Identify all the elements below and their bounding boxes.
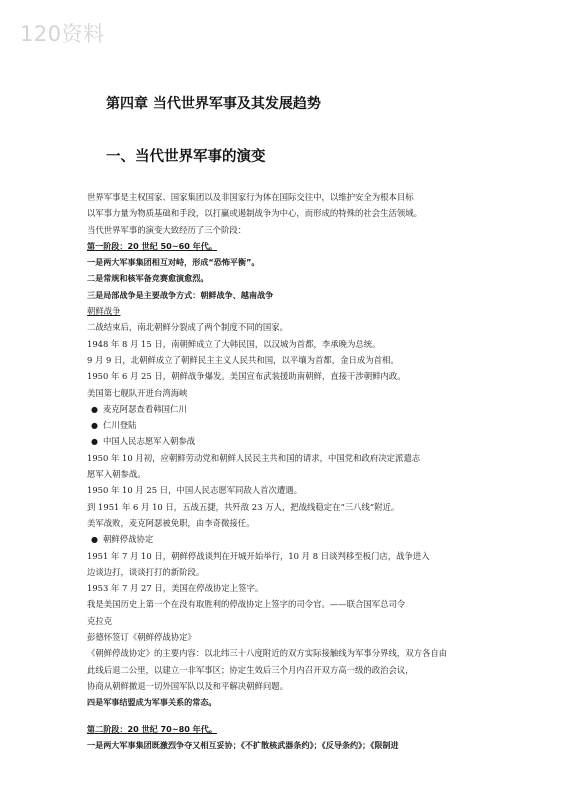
section-title: 一、当代世界军事的演变	[106, 149, 266, 165]
text-line: 1950 年 10 月初，应朝鲜劳动党和朝鲜人民民主共和国的请求，中国党和政府决定派遣志	[87, 452, 421, 463]
bullet-dot-icon: ●	[91, 535, 98, 545]
heading-line: 第二阶段：20 世纪 70~80 年代。	[87, 723, 217, 734]
text-line: 1951 年 7 月 10 日，朝鲜停战谈判在开城开始举行，10 月 8 日谈判移至板门店，战争进入	[87, 550, 430, 561]
bullet-text: 朝鲜停战协定	[103, 534, 154, 545]
bullet-text: 中国人民志愿军入朝参战	[103, 436, 196, 447]
bullet-item	[87, 433, 481, 449]
text-line: 美国第七舰队开进台湾海峡	[87, 387, 188, 398]
document-body	[87, 189, 481, 753]
text-line: 朝鲜战争	[87, 306, 121, 317]
bullet-dot-icon: ●	[91, 437, 98, 447]
text-line: 以军事力量为物质基础和手段，以打赢或遏制战争为中心，而形成的特殊的社会生活领域。	[87, 208, 422, 219]
text-line: 彭德怀签订《朝鲜停战协定》	[87, 632, 196, 643]
heading-line: 一是两大军事集团相互对峙，形成“恐怖平衡”。	[87, 257, 260, 268]
text-line: 1948 年 8 月 15 日，南朝鲜成立了大韩民国，以汉城为首都，李承晚为总统。	[87, 338, 381, 349]
text-line: 世界军事是主权国家、国家集团以及非国家行为体在国际交往中，以维护安全为根本目标	[87, 192, 414, 202]
heading-line: 一是两大军事集团既激烈争夺又相互妥协；《不扩散核武器条约》；《反导条约》；《限制进	[87, 739, 399, 750]
heading-line: 四是军事结盟成为军事关系的常态。	[87, 697, 217, 708]
heading-line: 三是局部战争是主要战争方式：朝鲜战争、越南战争	[87, 289, 274, 300]
text-line: 到 1951 年 6 月 10 日，五战五捷，共歼敌 23 万人，把战线稳定在“三八线”附近。	[87, 501, 400, 512]
paragraph-gap	[87, 711, 481, 721]
bullet-text: 仁川登陆	[103, 420, 137, 431]
text-line: 此线后退二公里，以建立一非军事区；协定生效后三个月内召开双方高一级的政治会议，	[87, 664, 414, 675]
text-line: 边谈边打，谈谈打打的新阶段。	[87, 566, 205, 577]
text-line: 愿军入朝参战。	[87, 469, 146, 480]
text-line: 我是美国历史上第一个在没有取胜利的停战协定上签字的司令官。——联合国军总司令	[87, 599, 406, 610]
text-line: 二战结束后，南北朝鲜分裂成了两个制度不同的国家。	[87, 322, 288, 333]
text-line: 1950 年 6 月 25 日，朝鲜战争爆发。美国宣布武装援助南朝鲜，直接干涉朝鲜内政。	[87, 371, 406, 382]
text-line: 克拉克	[87, 615, 113, 626]
bullet-item	[87, 531, 481, 547]
watermark-logo: 120资料	[20, 22, 105, 46]
bullet-item	[87, 401, 481, 417]
heading-line: 第一阶段：20 世纪 50~60 年代。	[87, 240, 217, 251]
bullet-text: 麦克阿瑟查看韩国仁川	[103, 403, 187, 414]
text-line: 1950 年 10 月 25 日，中国人民志愿军同敌人首次遭遇。	[87, 485, 303, 496]
bullet-item	[87, 417, 481, 433]
heading-line: 二是常规和核军备竞赛愈演愈烈。	[87, 273, 209, 284]
text-line: 美军战败，麦克阿瑟被免职，由李奇微接任。	[87, 517, 255, 528]
text-line: 当代世界军事的演变大致经历了三个阶段：	[87, 224, 247, 235]
chapter-title: 第四章 当代世界军事及其发展趋势	[106, 96, 321, 112]
bullet-dot-icon: ●	[91, 404, 98, 414]
bullet-dot-icon: ●	[91, 421, 98, 431]
text-line: 协商从朝鲜撤退一切外国军队以及和平解决朝鲜问题。	[87, 680, 288, 691]
text-line: 《朝鲜停战协定》的主要内容：以北纬三十八度附近的双方实际接触线为军事分界线，双方各自由	[87, 648, 448, 659]
text-line: 9 月 9 日，北朝鲜成立了朝鲜民主主义人民共和国，以平壤为首都，金日成为首相。	[87, 354, 399, 365]
text-line: 1953 年 7 月 27 日，美国在停战协定上签字。	[87, 583, 264, 594]
